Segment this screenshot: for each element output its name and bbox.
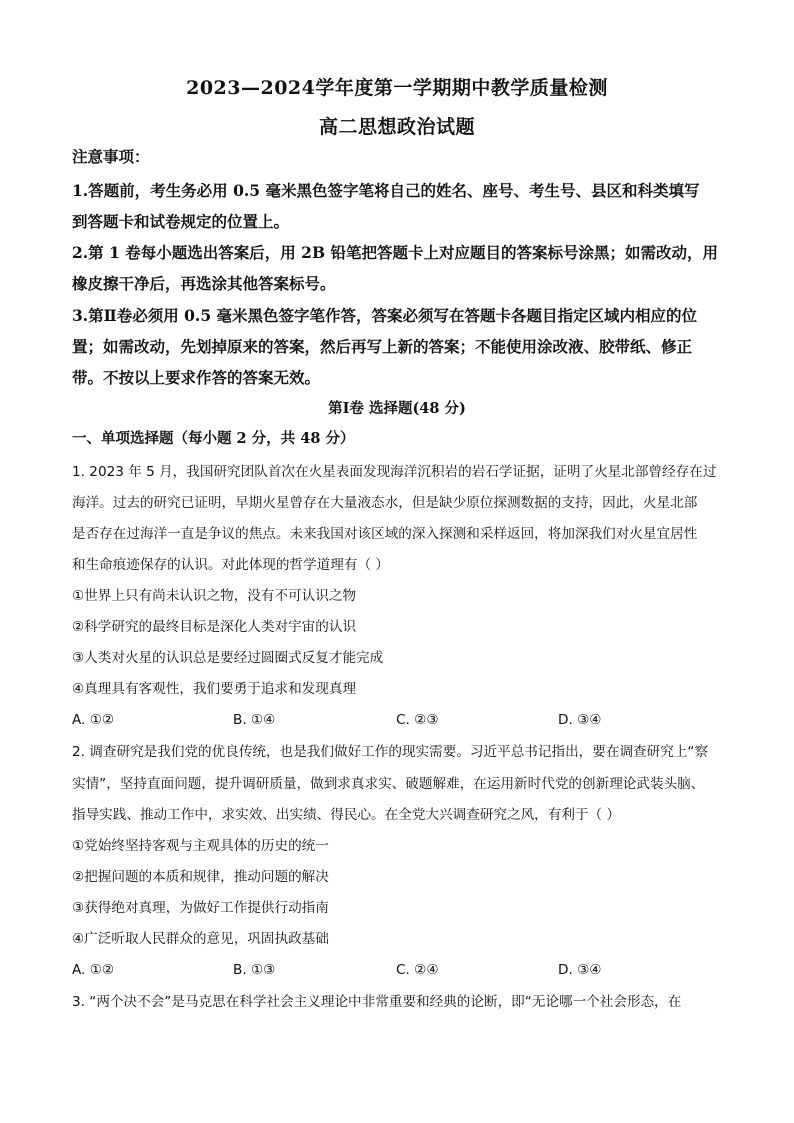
question-2-item: ③获得绝对真理，为做好工作提供行动指南 — [72, 900, 329, 916]
question-1-stem: 和生命痕迹保存的认识。对此体现的哲学道理有（ ） — [72, 557, 389, 573]
question-1-option-b: B. ①④ — [233, 712, 276, 728]
question-2-item: ①党始终坚持客观与主观具体的历史的统一 — [72, 838, 329, 854]
question-2-option-d: D. ③④ — [558, 962, 602, 978]
question-1-item: ③人类对火星的认识总是要经过圆圈式反复才能完成 — [72, 650, 384, 666]
question-3-stem: 3. “两个决不会”是马克思在科学社会主义理论中非常重要和经典的论断，即“无论哪一个社会形态，在 — [72, 994, 682, 1010]
question-2-stem: 指导实践、推动工作中，求实效、出实绩、得民心。在全党大兴调查研究之风，有利于（ ） — [72, 807, 621, 823]
question-2-stem: 实情”，坚持直面问题，提升调研质量，做到求真求实、破题解难，在运用新时代党的创新理论武装头脑、 — [72, 776, 705, 792]
question-1-option-a: A. ①② — [72, 712, 115, 728]
question-1-stem: 是否存在过海洋一直是争议的焦点。未来我国对该区域的深入探测和采样返回，将加深我们对火星宜居性 — [72, 526, 698, 542]
question-1-option-c: C. ②③ — [396, 712, 439, 728]
notice-line: 1.答题前，考生务必用 0.5 毫米黑色签字笔将自己的姓名、座号、考生号、县区和科类填写 — [72, 181, 700, 200]
question-2-option-b: B. ①③ — [233, 962, 276, 978]
question-2-option-a: A. ①② — [72, 962, 115, 978]
question-2-stem: 2. 调查研究是我们党的优良传统，也是我们做好工作的现实需要。习近平总书记指出，要在调查研究上“察 — [72, 744, 709, 760]
notice-line: 到答题卡和试卷规定的位置上。 — [72, 212, 290, 231]
question-2-item: ②把握问题的本质和规律，推动问题的解决 — [72, 869, 329, 885]
question-1-stem: 海洋。过去的研究已证明，早期火星曾存在大量液态水，但是缺少原位探测数据的支持，因此，火星北部 — [72, 495, 698, 511]
question-1-stem: 1. 2023 年 5 月，我国研究团队首次在火星表面发现海洋沉积岩的岩石学证据，证明了火星北部曾经存在过 — [72, 464, 717, 480]
question-1-item: ②科学研究的最终目标是深化人类对宇宙的认识 — [72, 619, 357, 635]
notice-line: 3.第Ⅱ卷必须用 0.5 毫米黑色签字笔作答，答案必须写在答题卡各题目指定区域内相应的位 — [72, 306, 698, 325]
notice-heading: 注意事项： — [72, 147, 150, 166]
notice-line: 2.第 1 卷每小题选出答案后，用 2B 铅笔把答题卡上对应题目的答案标号涂黑；如需改动，用 — [72, 243, 718, 262]
question-1-option-d: D. ③④ — [558, 712, 602, 728]
part-heading: 一、单项选择题（每小题 2 分，共 48 分） — [72, 430, 355, 447]
question-2-option-c: C. ②④ — [396, 962, 439, 978]
notice-line: 带。不按以上要求作答的答案无效。 — [72, 368, 321, 387]
exam-subtitle: 高二思想政治试题 — [318, 116, 475, 138]
question-2-item: ④广泛听取人民群众的意见，巩固执政基础 — [72, 931, 329, 947]
section-title: 第Ⅰ卷 选择题(48 分) — [328, 400, 466, 417]
notice-line: 置；如需改动，先划掉原来的答案，然后再写上新的答案；不能使用涂改液、胶带纸、修正 — [72, 337, 693, 356]
question-1-item: ①世界上只有尚未认识之物，没有不可认识之物 — [72, 588, 357, 604]
notice-line: 橡皮擦干净后，再选涂其他答案标号。 — [72, 274, 336, 293]
exam-title: 2023—2024学年度第一学期期中教学质量检测 — [186, 77, 608, 99]
question-1-item: ④真理具有客观性，我们要勇于追求和发现真理 — [72, 681, 357, 697]
